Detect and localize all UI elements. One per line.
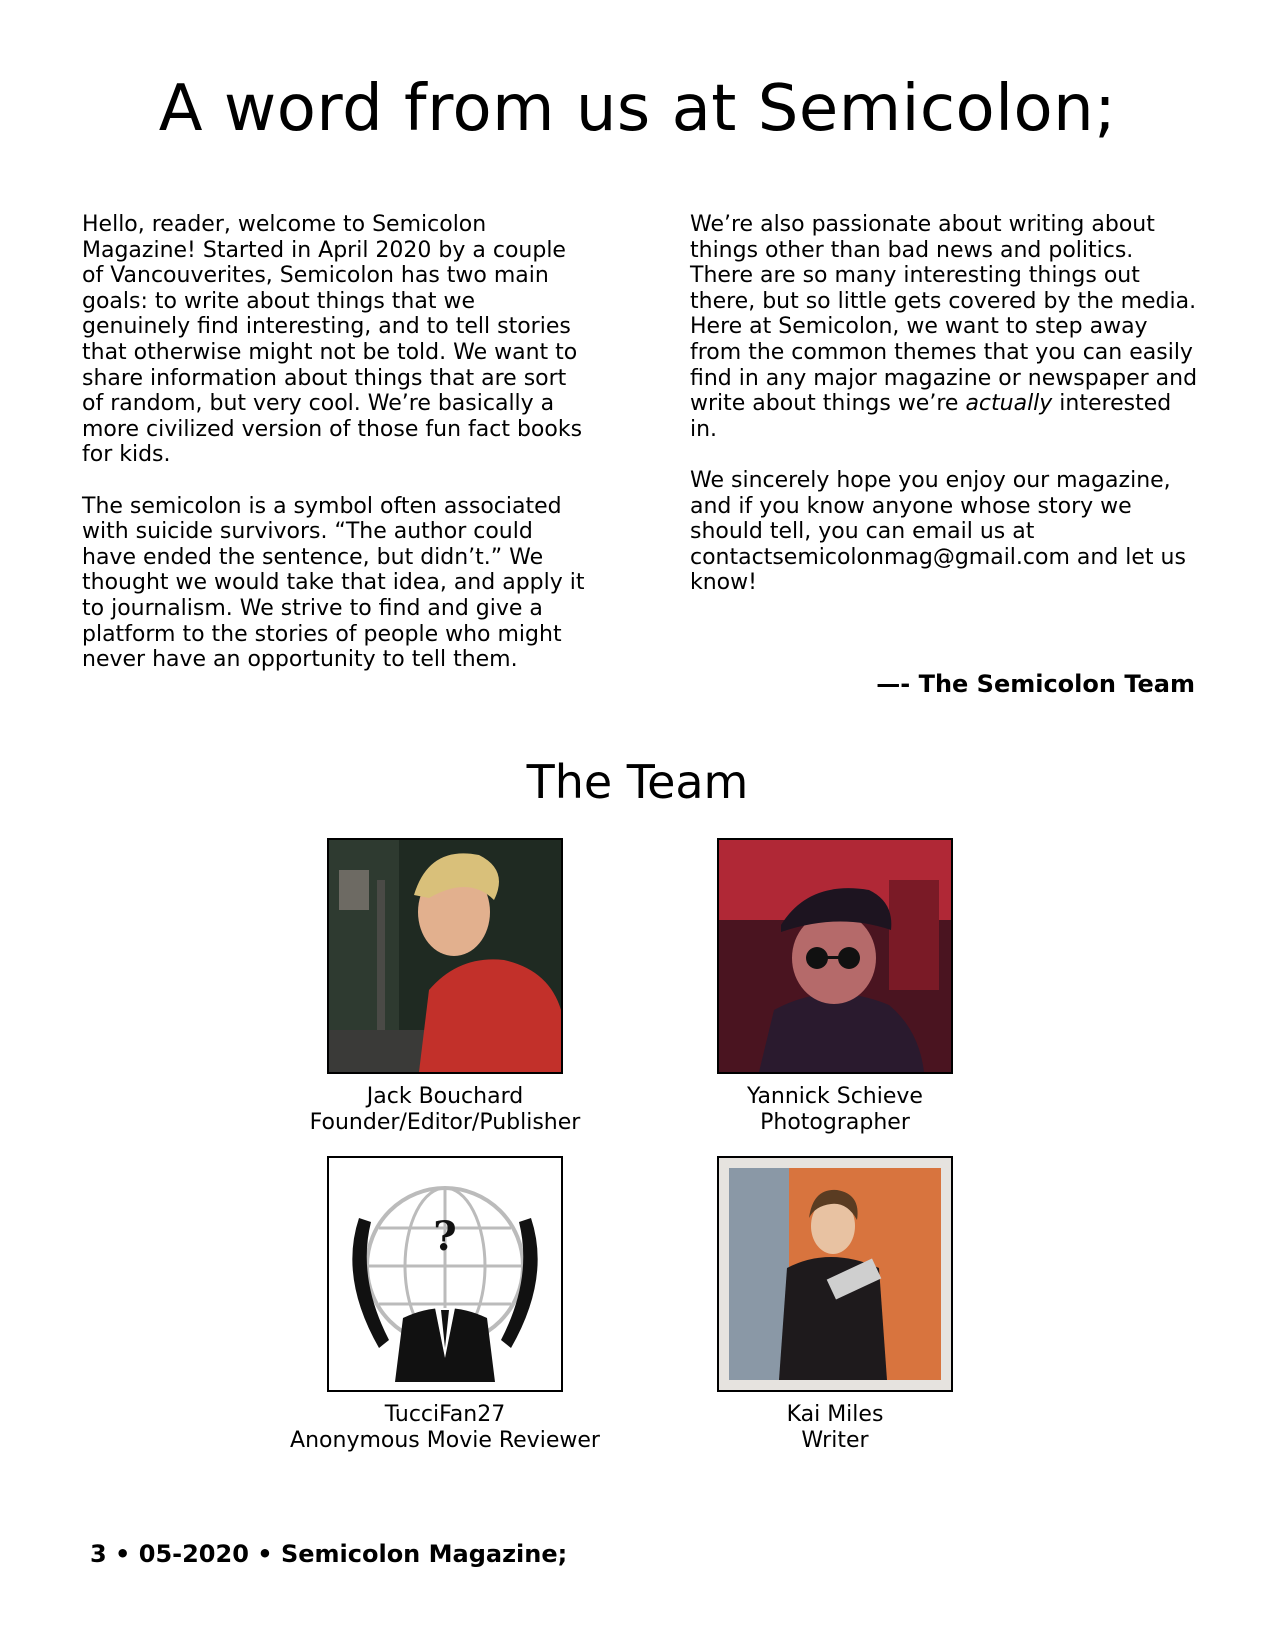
member-role: Anonymous Movie Reviewer [290,1428,600,1453]
passion-text: We’re also passionate about writing about things other than bad news and politics. There are so many interesting things out there, but so little gets covered by the media. Here at Semicolon, we want to step away from the common themes that you can easily find in any major magazine or newspaper and write about things we’re [690,212,1198,417]
member-photo [717,838,953,1074]
signature: —- The Semicolon Team [876,670,1195,698]
member-name: TucciFan27 [384,1402,506,1427]
page-title: A word from us at Semicolon; [158,72,1117,146]
emphasis-text: actually [965,391,1053,417]
member-role: Writer [801,1428,869,1453]
team-member-card [235,1156,655,1454]
team-member-card [235,838,655,1136]
team-member-card [625,1156,1045,1454]
anonymous-logo-icon [327,1156,563,1392]
member-photo [717,1156,953,1392]
member-name: Kai Miles [786,1402,884,1427]
intro-column-right [690,212,1200,622]
passion-paragraph [690,212,1200,442]
page-footer: 3 • 05-2020 • Semicolon Magazine; [90,1540,568,1568]
semicolon-meaning-paragraph: The semicolon is a symbol often associated with suicide survivors. “The author could have ended the sentence, but didn’t.” We thought we would take that idea, and apply it to journalism. We strive to find and give a platform to the stories of people who might never have an opportunity to tell them. [82,493,585,673]
member-role: Founder/Editor/Publisher [309,1110,581,1135]
svg-text:?: ? [433,1213,457,1260]
member-role: Photographer [760,1110,910,1135]
intro-column-left [82,212,587,698]
member-name: Jack Bouchard [366,1084,524,1109]
intro-paragraph: Hello, reader, welcome to Semicolon Magazine! Started in April 2020 by a couple of Vancouverites, Semicolon has two main goals: to write about things that we genuinely find interesting, and to tell stories that otherwise might not be told. We want to share information about things that are sort of random, but very cool. We’re basically a more civilized version of those fun fact books for kids. [82,212,583,468]
team-member-card [625,838,1045,1136]
passion-text-end: interested in. [690,391,1172,442]
member-name: Yannick Schieve [747,1084,923,1109]
team-heading: The Team [526,755,749,809]
member-photo [327,838,563,1074]
contact-paragraph: We sincerely hope you enjoy our magazine, and if you know anyone whose story we should tell, you can email us at contactsemicolonmag@gmail.com and let us know! [690,467,1186,596]
